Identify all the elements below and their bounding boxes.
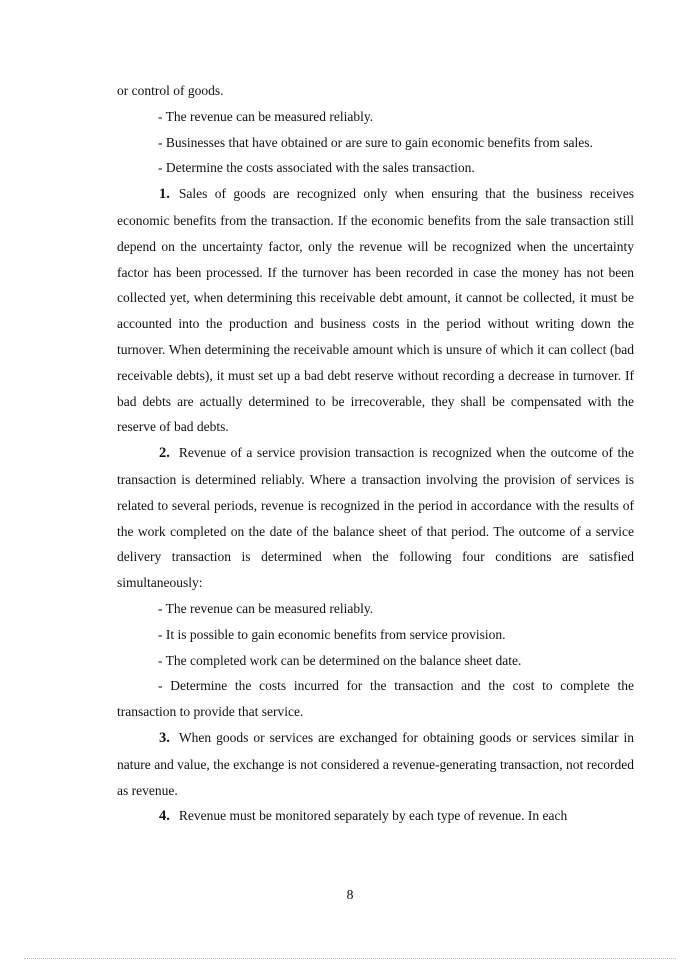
paragraph-number-4: 4. [159, 808, 170, 825]
condition-costs-incurred: - Determine the costs incurred for the transaction and the cost to complete the transaction to provide that service. [117, 678, 634, 720]
numbered-paragraph-4 [117, 803, 634, 830]
paragraph-number-1: 1. [159, 186, 170, 203]
bullet-revenue-measured: - The revenue can be measured reliably. [158, 108, 374, 124]
condition-completed-work: - The completed work can be determined on the balance sheet date. [158, 652, 522, 668]
condition-economic-benefits: - It is possible to gain economic benefits from service provision. [158, 626, 506, 642]
paragraph-text-4: Revenue must be monitored separately by each type of revenue. In each [178, 808, 568, 824]
numbered-paragraph-1 [117, 181, 634, 440]
page-content [117, 78, 634, 830]
bullet-economic-benefits: - Businesses that have obtained or are sure to gain economic benefits from sales. [158, 134, 593, 150]
paragraph-text-2: Revenue of a service provision transaction is recognized when the outcome of the transaction is determined reliably. Where a transaction involving the provision of services is related to several periods, revenue is recognized in the period in accordance with the results of the work completed on the date of the balance sheet of that period. The outcome of a service delivery transaction is determined when the following four conditions are satisfied simultaneously: [117, 445, 634, 591]
bullet-determine-costs: - Determine the costs associated with the sales transaction. [158, 160, 475, 176]
numbered-paragraph-3 [117, 725, 634, 803]
page-bottom-divider [24, 958, 676, 959]
paragraph-text-3: When goods or services are exchanged for obtaining goods or services similar in nature and value, the exchange is not considered a revenue-generating transaction, not recorded as revenue. [117, 729, 634, 798]
paragraph-number-2: 2. [159, 445, 170, 462]
paragraph-text-1: Sales of goods are recognized only when ensuring that the business receives economic benefits from the transaction. If the economic benefits from the sale transaction still depend on the uncertainty factor, only the revenue will be recognized when the uncertainty factor has been processed. If the turnover has been recorded in case the money has not been collected yet, when determining this receivable debt amount, it cannot be collected, it must be accounted into the production and business costs in the period without writing down the turnover. When determining the receivable amount which is unsure of which it can collect (bad receivable debts), it must set up a bad debt reserve without recording a decrease in turnover. If bad debts are actually determined to be irrecoverable, they shall be compensated with the reserve of bad debts. [117, 186, 634, 435]
page-number: 8 [346, 888, 354, 903]
text-line-control-of-goods: or control of goods. [117, 83, 224, 98]
condition-revenue-measured: - The revenue can be measured reliably. [158, 600, 374, 616]
paragraph-number-3: 3. [159, 729, 170, 746]
numbered-paragraph-2 [117, 440, 634, 596]
